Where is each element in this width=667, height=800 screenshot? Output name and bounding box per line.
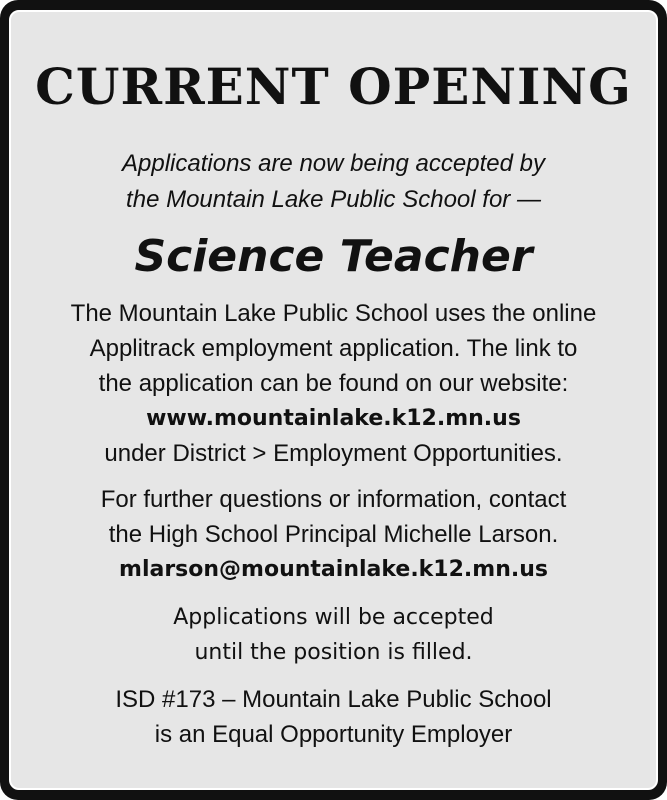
website-path: under District > Employment Opportunities. (104, 440, 563, 467)
contact-info (11, 482, 656, 587)
application-info-line: Applitrack employment application. The link to (89, 335, 578, 362)
contact-info-line: the High School Principal Michelle Larson. (108, 521, 559, 548)
email-link[interactable]: mlarson@mountainlake.k12.mn.us (119, 557, 548, 582)
employer-statement-line: ISD #173 – Mountain Lake Public School (115, 686, 552, 713)
contact-info-line: For further questions or information, contact (100, 486, 567, 513)
deadline-note (11, 600, 656, 670)
deadline-line: Applications will be accepted (173, 605, 494, 630)
application-info-line: the application can be found on our website: (98, 370, 569, 397)
intro-text (11, 146, 656, 218)
website-link[interactable]: www.mountainlake.k12.mn.us (146, 406, 521, 431)
employer-statement (11, 682, 656, 752)
application-info-line: The Mountain Lake Public School uses the online (70, 300, 597, 327)
deadline-line: until the position is filled. (194, 640, 473, 665)
application-info (11, 296, 656, 471)
ad-panel (9, 10, 658, 790)
intro-line: Applications are now being accepted by (122, 150, 545, 177)
employer-statement-line: is an Equal Opportunity Employer (154, 721, 513, 748)
intro-line: the Mountain Lake Public School for — (126, 186, 541, 213)
position-title: Science Teacher (134, 231, 533, 282)
headline: CURRENT OPENING (35, 57, 632, 116)
